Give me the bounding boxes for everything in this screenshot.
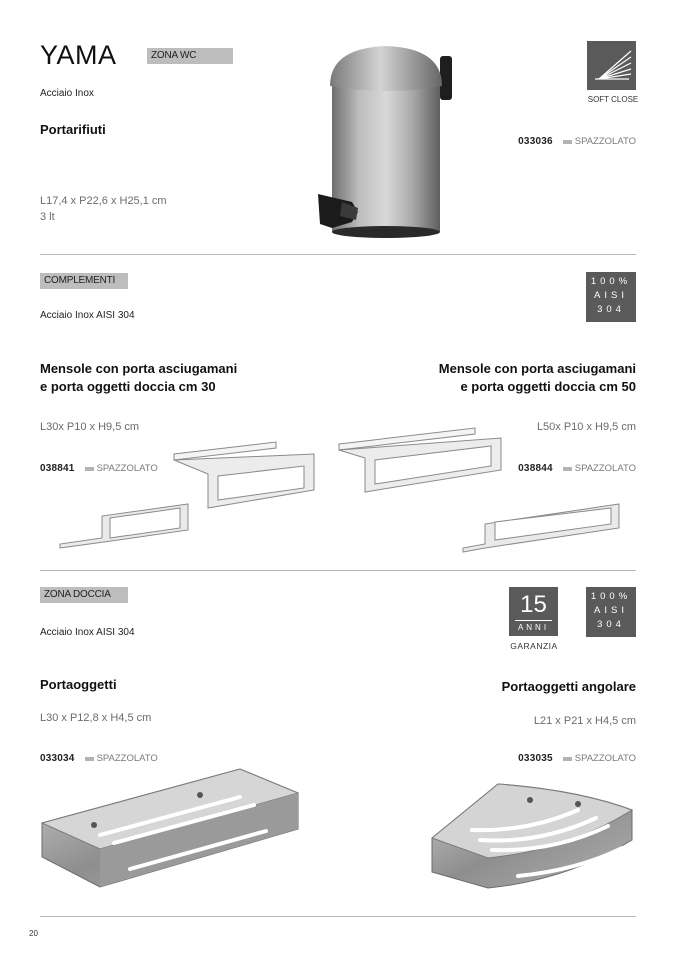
title-line: Mensole con porta asciugamani xyxy=(40,361,238,376)
finish-label: SPAZZOLATO xyxy=(574,753,636,764)
warranty-label: GARANZIA xyxy=(510,641,558,651)
product-title-portarifiuti: Portarifiuti xyxy=(40,122,106,137)
product-dimensions: L17,4 x P22,6 x H25,1 cm xyxy=(40,195,167,207)
warranty-years: 15 xyxy=(520,591,547,618)
shelf-30-image xyxy=(58,434,318,559)
soft-close-icon xyxy=(587,41,636,90)
badge-line: AISI xyxy=(594,605,628,616)
product-code: 038841 xyxy=(40,463,75,474)
finish-label: SPAZZOLATO xyxy=(574,463,636,474)
title-line: e porta oggetti doccia cm 30 xyxy=(40,379,216,394)
material-label: Acciaio Inox xyxy=(40,88,94,99)
product-dimensions: L30 x P12,8 x H4,5 cm xyxy=(40,712,152,724)
section-tag-zona-doccia: ZONA DOCCIA xyxy=(40,587,128,603)
pedal-bin-image xyxy=(312,42,457,244)
footer-divider xyxy=(40,916,636,917)
corner-basket-image xyxy=(428,780,638,890)
warranty-unit: ANNI xyxy=(515,620,552,632)
section-divider xyxy=(40,570,636,571)
soft-close-label: SOFT CLOSE xyxy=(587,95,639,104)
product-code-line xyxy=(40,753,158,764)
product-code: 033036 xyxy=(518,136,553,147)
product-code-line xyxy=(518,753,636,764)
finish-label: SPAZZOLATO xyxy=(96,753,158,764)
finish-label: SPAZZOLATO xyxy=(96,463,158,474)
badge-line: 100% xyxy=(590,276,632,287)
shower-basket-image xyxy=(40,765,302,893)
product-capacity: 3 lt xyxy=(40,211,55,223)
product-title-shelf-30 xyxy=(40,360,237,396)
product-dimensions: L30x P10 x H9,5 cm xyxy=(40,421,140,433)
material-label: Acciaio Inox AISI 304 xyxy=(40,627,135,638)
product-title-shelf-50 xyxy=(439,360,636,396)
product-code: 033035 xyxy=(518,753,553,764)
product-code: 033034 xyxy=(40,753,75,764)
finish-label: SPAZZOLATO xyxy=(574,136,636,147)
aisi-304-badge xyxy=(586,587,636,637)
finish-swatch xyxy=(563,757,572,761)
page-number: 20 xyxy=(29,929,38,938)
finish-swatch xyxy=(563,140,572,144)
section-divider xyxy=(40,254,636,255)
warranty-badge xyxy=(509,587,558,636)
product-title-portaoggetti: Portaoggetti xyxy=(40,677,117,692)
badge-line: 304 xyxy=(597,304,625,315)
shelf-50-image xyxy=(335,422,625,557)
product-code-line xyxy=(518,136,636,147)
finish-swatch xyxy=(85,757,94,761)
badge-line: 304 xyxy=(597,619,625,630)
section-tag-complementi: COMPLEMENTI xyxy=(40,273,128,289)
section-tag-zona-wc: ZONA WC xyxy=(147,48,233,64)
aisi-304-badge xyxy=(586,272,636,322)
product-dimensions: L50x P10 x H9,5 cm xyxy=(536,421,636,433)
product-code: 038844 xyxy=(518,463,553,474)
title-line: Mensole con porta asciugamani xyxy=(438,361,636,376)
brand-logo: YAMA xyxy=(40,40,117,70)
title-line: e porta oggetti doccia cm 50 xyxy=(460,379,636,394)
product-title-portaoggetti-angolare: Portaoggetti angolare xyxy=(501,679,636,694)
product-dimensions: L21 x P21 x H4,5 cm xyxy=(533,715,636,727)
material-label: Acciaio Inox AISI 304 xyxy=(40,310,135,321)
badge-line: AISI xyxy=(594,290,628,301)
badge-line: 100% xyxy=(590,591,632,602)
